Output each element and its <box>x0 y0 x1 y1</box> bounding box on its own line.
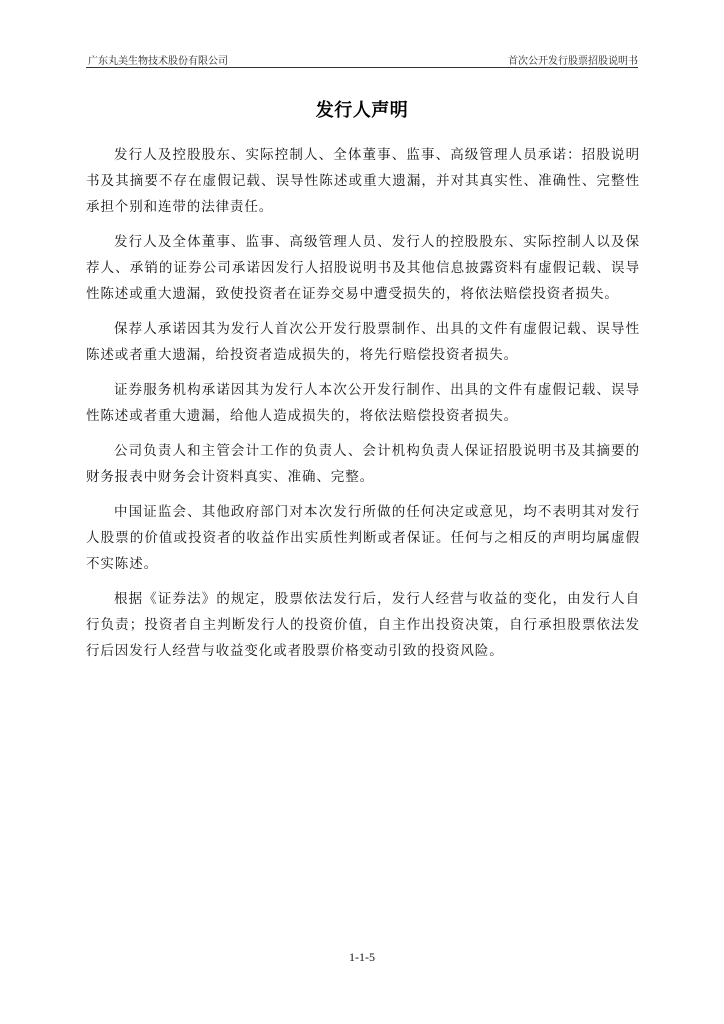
header-company-name: 广东丸美生物技术股份有限公司 <box>88 56 228 67</box>
paragraph-4: 证券服务机构承诺因其为发行人本次公开发行制作、出具的文件有虚假记载、误导性陈述或者重大遗漏，给他人造成损失的，将依法赔偿投资者损失。 <box>86 382 640 424</box>
paragraph-6: 中国证监会、其他政府部门对本次发行所做的任何决定或意见，均不表明其对发行人股票的价值或投资者的收益作出实质性判断或者保证。任何与之相反的声明均属虚假不实陈述。 <box>86 504 640 572</box>
paragraph-7: 根据《证券法》的规定，股票依法发行后，发行人经营与收益的变化，由发行人自行负责；投资者自主判断发行人的投资价值，自主作出投资决策，自行承担股票依法发行后因发行人经营与收益变化或者股票价格变动引致的投资风险。 <box>86 591 640 659</box>
page-header <box>86 50 638 66</box>
paragraph-2: 发行人及全体董事、监事、高级管理人员、发行人的控股股东、实际控制人以及保荐人、承销的证券公司承诺因发行人招股说明书及其他信息披露资料有虚假记载、误导性陈述或重大遗漏，致使投资者在证券交易中遭受损失的，将依法赔偿投资者损失。 <box>86 234 640 302</box>
page-title: 发行人声明 <box>315 100 409 121</box>
statement-body <box>86 142 640 673</box>
paragraph-1: 发行人及控股股东、实际控制人、全体董事、监事、高级管理人员承诺：招股说明书及其摘要不存在虚假记载、误导性陈述或重大遗漏，并对其真实性、准确性、完整性承担个别和连带的法律责任。 <box>86 147 640 215</box>
header-document-title: 首次公开发行股票招股说明书 <box>508 56 638 67</box>
paragraph-5: 公司负责人和主管会计工作的负责人、会计机构负责人保证招股说明书及其摘要的财务报表中财务会计资料真实、准确、完整。 <box>86 443 640 485</box>
paragraph-3: 保荐人承诺因其为发行人首次公开发行股票制作、出具的文件有虚假记载、误导性陈述或者重大遗漏，给投资者造成损失的，将先行赔偿投资者损失。 <box>86 321 640 363</box>
page-number: 1-1-5 <box>349 950 375 964</box>
header-rule <box>86 67 638 68</box>
